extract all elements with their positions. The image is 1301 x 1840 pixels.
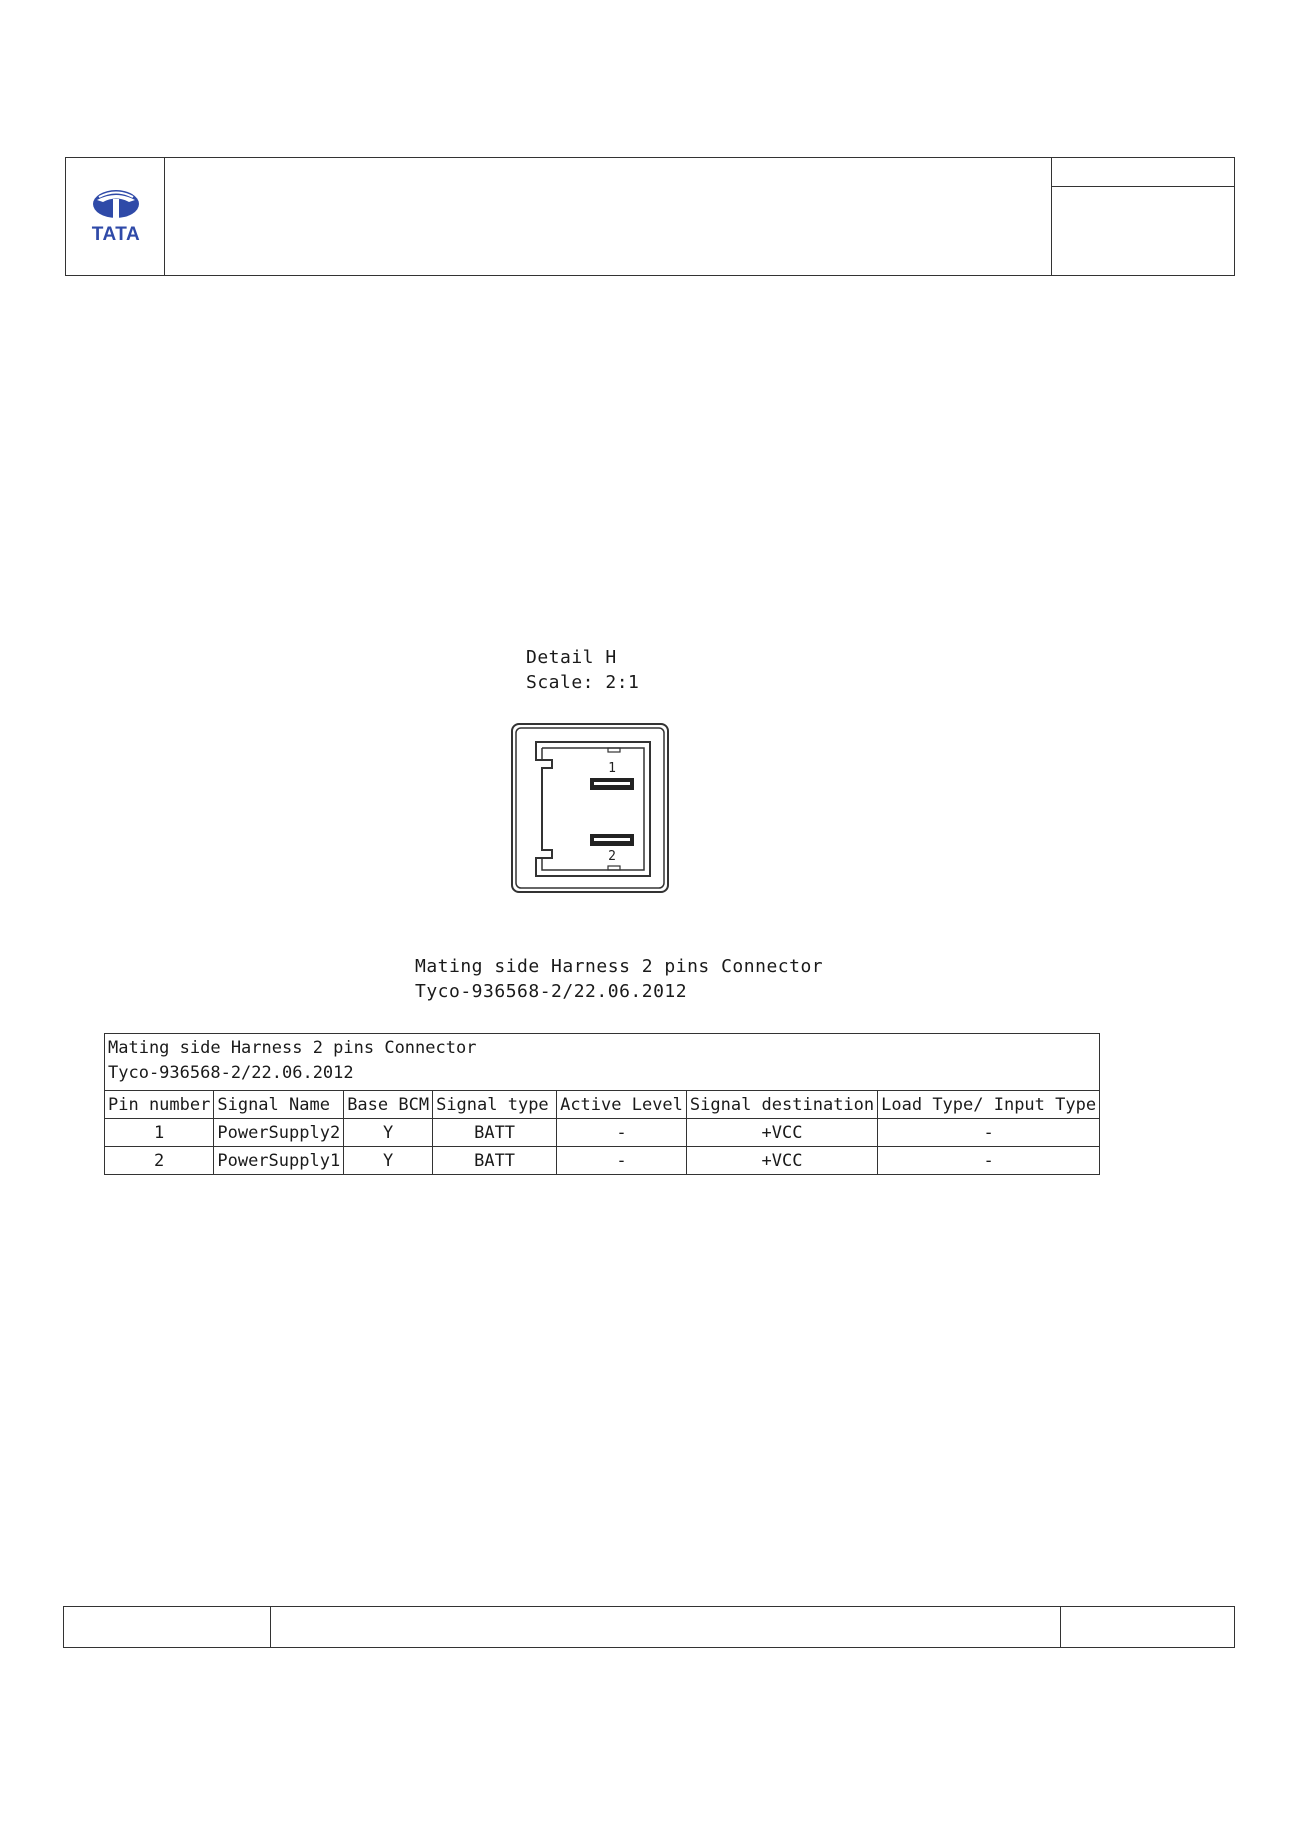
header-load-type: Load Type/ Input Type [878, 1091, 1100, 1119]
cell-signal-type: BATT [433, 1119, 557, 1147]
table-row [105, 1119, 1100, 1147]
detail-scale: Scale: 2:1 [526, 672, 640, 693]
header-title-cell [165, 158, 1051, 275]
header-info-divider [1052, 186, 1234, 187]
cell-signal-name: PowerSupply2 [214, 1119, 344, 1147]
table-caption-cell [105, 1034, 1100, 1091]
cell-signal-destination: +VCC [686, 1119, 877, 1147]
page-footer [63, 1606, 1235, 1648]
header-base-bcm: Base BCM [344, 1091, 433, 1119]
header-signal-name: Signal Name [214, 1091, 344, 1119]
table-row [105, 1147, 1100, 1175]
pin-table [104, 1033, 1100, 1175]
connector-caption-line2: Tyco-936568-2/22.06.2012 [415, 981, 688, 1002]
pin-2-terminal [590, 834, 634, 846]
header-signal-destination: Signal destination [686, 1091, 877, 1119]
pin-1-label: 1 [608, 761, 616, 776]
footer-right-cell [1060, 1607, 1234, 1647]
cell-signal-name: PowerSupply1 [214, 1147, 344, 1175]
tata-logo-icon [85, 188, 147, 246]
connector-caption-line1: Mating side Harness 2 pins Connector [415, 956, 824, 977]
header-info-cell [1051, 158, 1234, 275]
table-caption-line2: Tyco-936568-2/22.06.2012 [108, 1063, 354, 1083]
cell-load-type: - [878, 1119, 1100, 1147]
footer-left-cell [64, 1607, 271, 1647]
cell-load-type: - [878, 1147, 1100, 1175]
header-pin-number: Pin number [105, 1091, 214, 1119]
table-header-row [105, 1091, 1100, 1119]
table-caption-row [105, 1034, 1100, 1091]
cell-active-level: - [557, 1119, 687, 1147]
detail-title: Detail H [526, 647, 617, 668]
page-header [65, 157, 1235, 276]
cell-base-bcm: Y [344, 1119, 433, 1147]
pin-1-terminal [590, 778, 634, 790]
cell-pin-number: 1 [105, 1119, 214, 1147]
pin-2-label: 2 [608, 849, 616, 864]
header-active-level: Active Level [557, 1091, 687, 1119]
table-caption-line1: Mating side Harness 2 pins Connector [108, 1038, 477, 1058]
connector-drawing [510, 722, 670, 894]
cell-active-level: - [557, 1147, 687, 1175]
cell-pin-number: 2 [105, 1147, 214, 1175]
cell-base-bcm: Y [344, 1147, 433, 1175]
header-signal-type: Signal type [433, 1091, 557, 1119]
cell-signal-destination: +VCC [686, 1147, 877, 1175]
cell-signal-type: BATT [433, 1147, 557, 1175]
logo-text: TATA [91, 224, 141, 245]
logo-cell [66, 158, 165, 275]
